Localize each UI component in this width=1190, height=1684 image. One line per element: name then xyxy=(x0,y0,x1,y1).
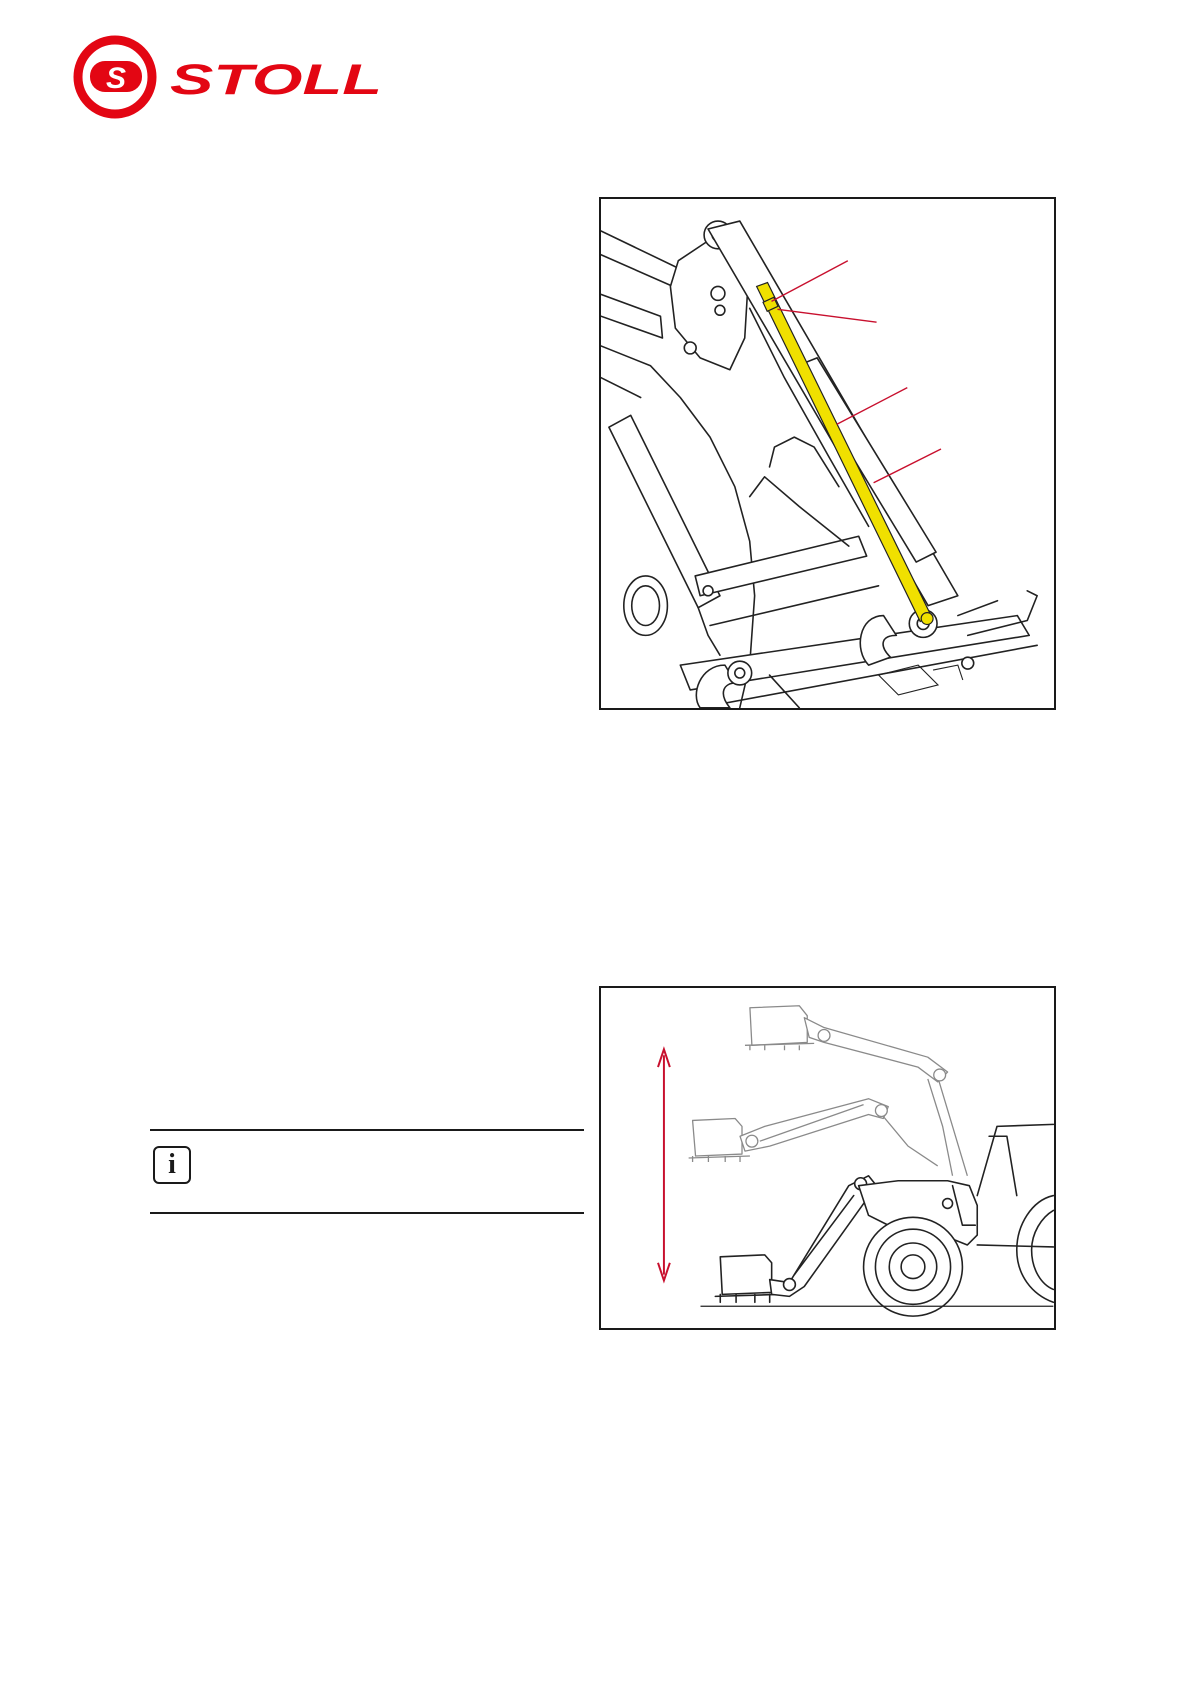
info-note xyxy=(150,1129,584,1214)
stoll-logo xyxy=(72,30,392,125)
figure-loader-lift-positions xyxy=(599,986,1056,1330)
info-icon: i xyxy=(153,1146,191,1184)
figure-strut-detail xyxy=(599,197,1056,710)
brand-name: STOLL xyxy=(170,56,382,104)
svg-text:S: S xyxy=(105,62,127,95)
